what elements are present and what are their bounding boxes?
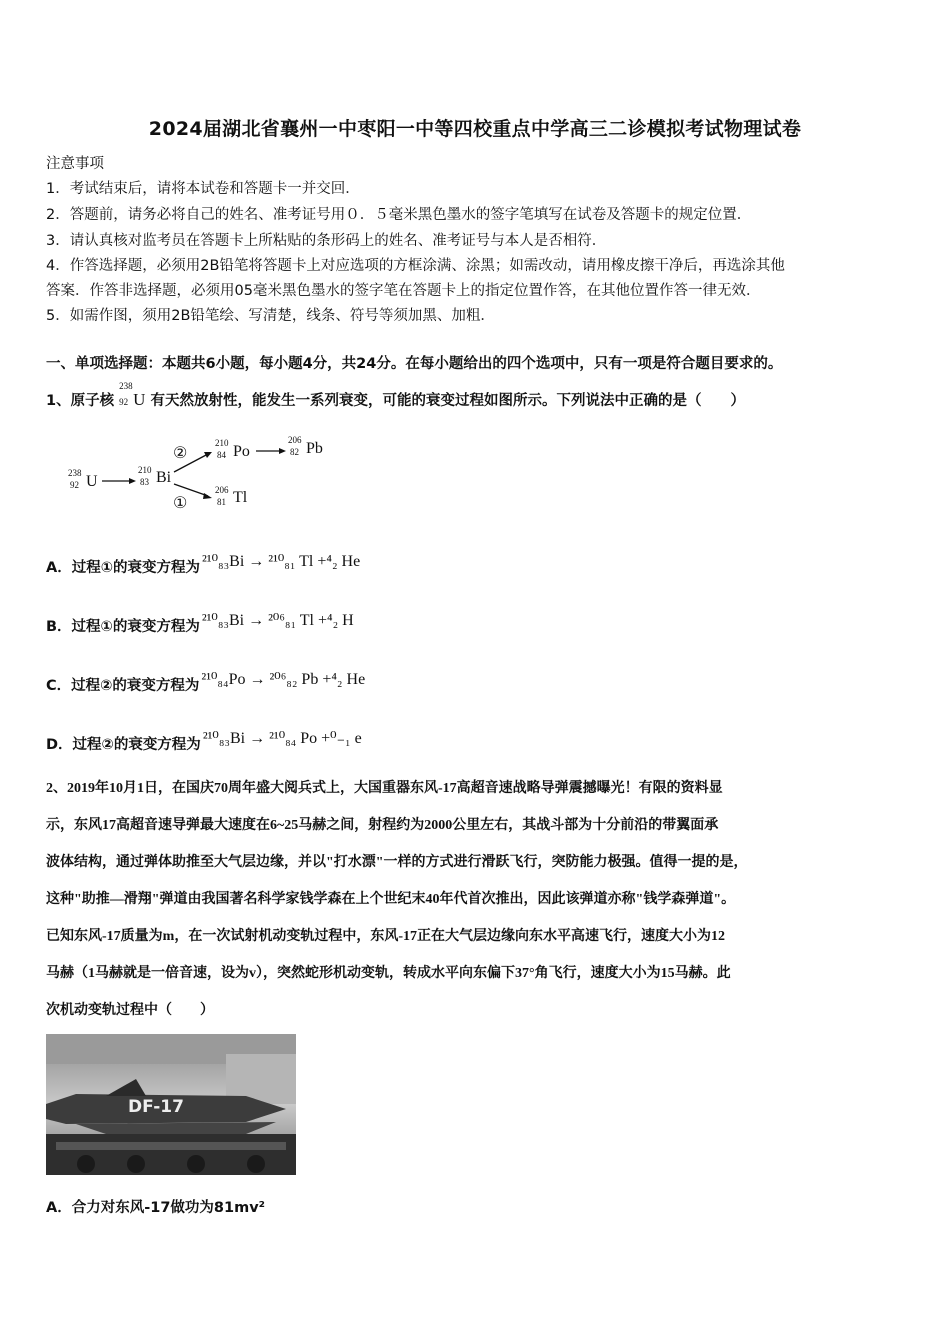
pb-charge: 82 (290, 447, 299, 457)
pb-mass: 206 (288, 435, 302, 445)
notice-item: 3．请认真核对监考员在答题卡上所粘贴的条形码上的姓名、准考证号与本人是否相符． (46, 233, 607, 249)
po-symbol: Po (233, 443, 250, 460)
u-symbol: U (86, 473, 98, 490)
section-heading: 一、单项选择题：本题共6小题，每小题4分，共24分。在每小题给出的四个选项中，只有一项是符合题目要求的。 (46, 356, 783, 372)
option-d[interactable]: D．过程②的衰变方程为 ²¹⁰₈₃Bi → ²¹⁰₈₄ Po +⁰₋₁ e (46, 730, 362, 753)
bi-charge: 83 (140, 477, 149, 487)
process-1-label: ① (173, 495, 188, 512)
process-2-label: ② (173, 445, 188, 462)
notice-item: 1．考试结束后，请将本试卷和答题卡一并交回． (46, 181, 360, 197)
bi-symbol: Bi (156, 469, 172, 486)
decay-diagram (60, 430, 360, 520)
option-c[interactable]: C．过程②的衰变方程为 ²¹⁰₈₄Po → ²⁰⁶₈₂ Pb +⁴₂ He (46, 671, 366, 694)
po-mass: 210 (215, 438, 229, 448)
bi-mass: 210 (138, 465, 152, 475)
notice-item: 4．作答选择题，必须用2B铅笔将答题卡上对应选项的方框涂满、涂黑；如需改动，请用橡皮擦干净后，再选涂其他 (46, 258, 785, 274)
notice-item: 5．如需作图，须用2B铅笔绘、写清楚，线条、符号等须加黑、加粗． (46, 308, 495, 324)
option-a[interactable]: A．过程①的衰变方程为 ²¹⁰₈₃Bi → ²¹⁰₈₁ Tl +⁴₂ He (46, 553, 361, 576)
notice-heading: 注意事项 (46, 156, 104, 172)
page-title: 2024届湖北省襄州一中枣阳一中等四校重点中学高三二诊模拟考试物理试卷 (148, 118, 802, 140)
notice-item: 答案．作答非选择题，必须用05毫米黑色墨水的签字笔在答题卡上的指定位置作答，在其他位置作答一律无效． (46, 283, 761, 299)
question-1-stem: 1、原子核 238 92 U 有天然放射性，能发生一系列衰变，可能的衰变过程如图所示。下列说法中正确的是（ ） (46, 381, 745, 409)
tl-symbol: Tl (233, 489, 248, 506)
notice-item: 2．答题前，请务必将自己的姓名、准考证号用０．５毫米黑色墨水的签字笔填写在试卷及答题卡的规定位置． (46, 207, 752, 223)
arrow-head (129, 478, 136, 484)
tl-charge: 81 (217, 497, 226, 507)
question-2-stem: 2、2019年10月1日，在国庆70周年盛大阅兵式上，大国重器东风-17高超音速战略导弹震撼曝光！有限的资料显 示，东风17高超音速导弹最大速度在6~25马赫之间，射程约为2000公里左右，其战斗部为十分前沿的带翼面承 波体结构，通过弹体助推至大气层边缘，并以"打水漂"一样的方式进行滑跃飞行，突防能力极强。值得一提的是， 这种"助推—滑翔"弹道由我国著名科学家钱学森在上个世纪末40年代首次推出，因此该弹道亦称"钱学森弹道"。 已知东风-17质量为m，在一次试射机动变轨过程中，东风-17正在大气层边缘向东水平高速飞行，速度大小为12 马赫（1马赫就是一倍音速，设为v），突然蛇形机动变轨，转成水平向东偏下37°角飞行，速度大小为15马赫。此 次机动变轨过程中（ ） (46, 781, 748, 1018)
q2-option-a[interactable]: A．合力对东风-17做功为81mv² (46, 1200, 266, 1216)
nucleus-u238: 238 92 U (119, 381, 146, 409)
u-mass: 238 (68, 468, 82, 478)
po-charge: 84 (217, 450, 226, 460)
tl-mass: 206 (215, 485, 229, 495)
pb-symbol: Pb (306, 440, 323, 457)
df17-photo (46, 1034, 296, 1175)
option-b[interactable]: B．过程①的衰变方程为 ²¹⁰₈₃Bi → ²⁰⁶₈₁ Tl +⁴₂ H (46, 612, 354, 635)
u-charge: 92 (70, 480, 79, 490)
df17-label: DF-17 (128, 1097, 184, 1117)
